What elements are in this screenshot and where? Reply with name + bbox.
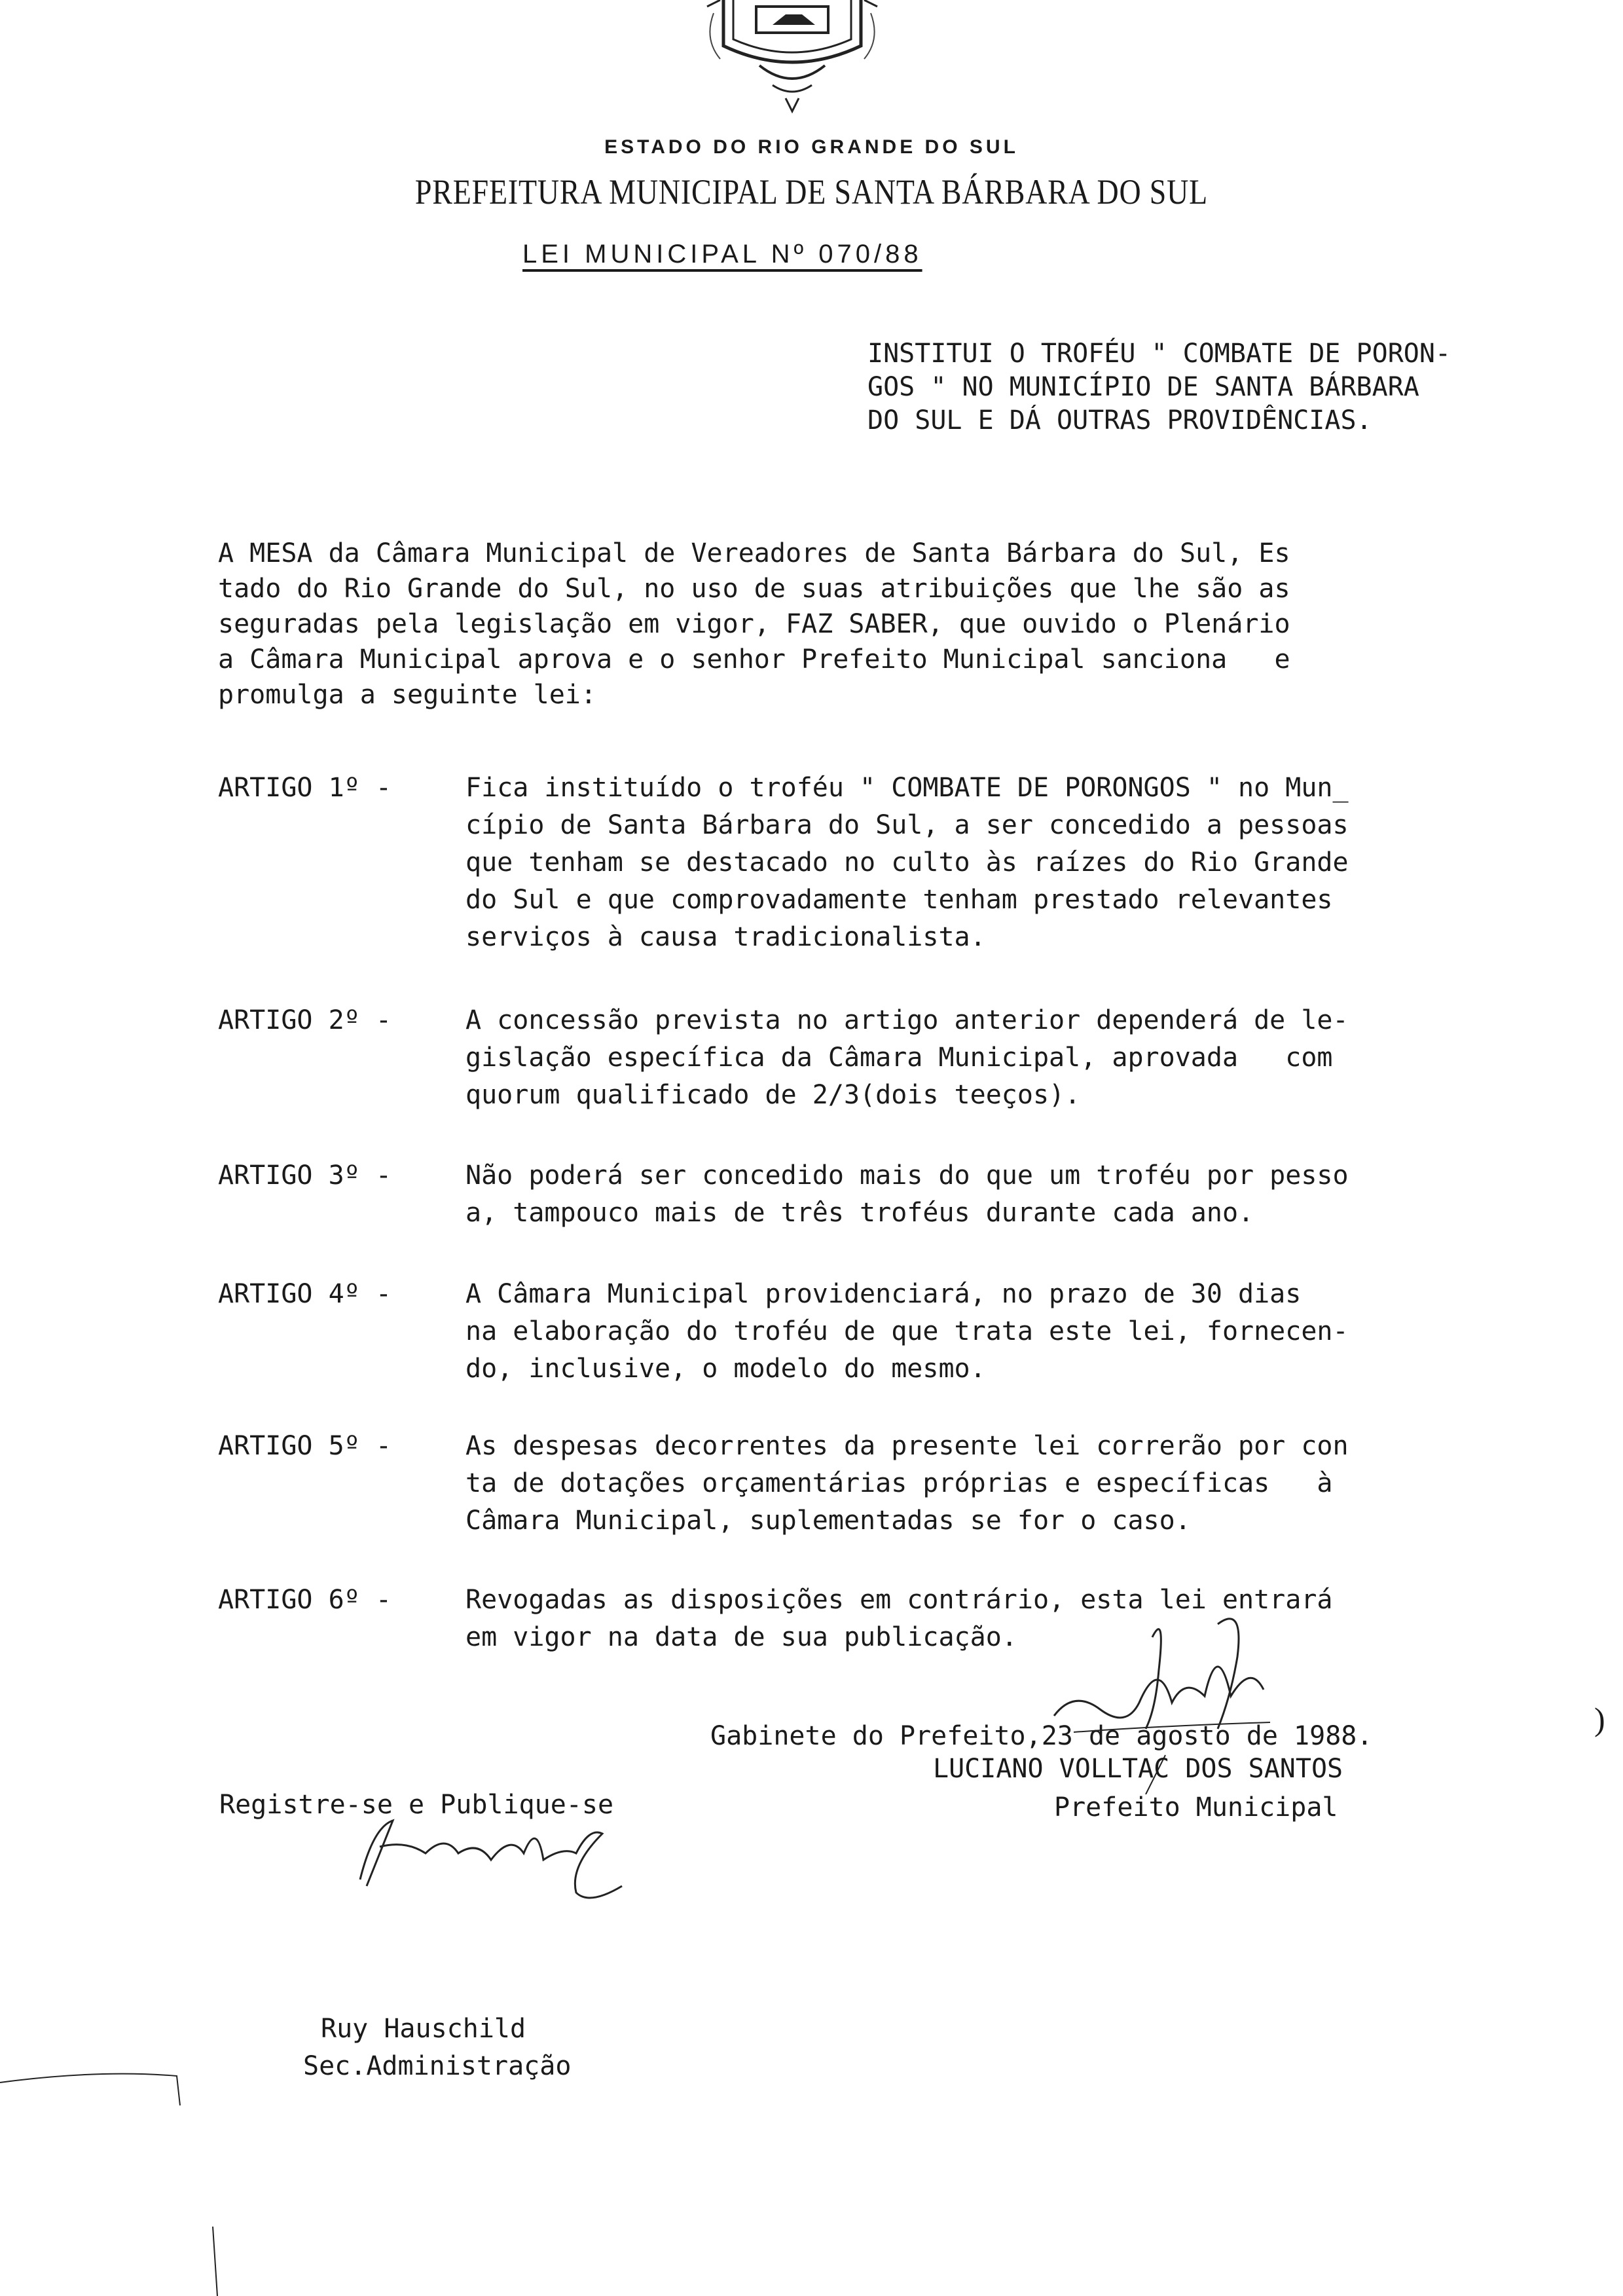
law-summary <box>867 337 1607 468</box>
register-publish: Registre-se e Publique-se <box>219 1790 614 1820</box>
summary-line: GOS " NO MUNICÍPIO DE SANTA BÁRBARA <box>867 372 1419 402</box>
preamble-line: A MESA da Câmara Municipal de Vereadores de Santa Bárbara do Sul, Es <box>218 538 1290 568</box>
secretary-title: Sec.Administração <box>303 2051 572 2081</box>
article-line: A Câmara Municipal providenciará, no prazo de 30 dias <box>465 1279 1302 1309</box>
coat-of-arms-icon <box>694 0 890 118</box>
article-label: ARTIGO 4º - <box>218 1279 392 1309</box>
article-line: A concessão prevista no artigo anterior dependerá de le- <box>465 1005 1349 1035</box>
dateline: Gabinete do Prefeito,23 de agosto de 1988. <box>710 1721 1373 1751</box>
scan-mark-line <box>210 2227 223 2296</box>
article-line: Fica instituído o troféu " COMBATE DE PORONGOS " no Mun_ <box>465 773 1349 803</box>
scan-mark-line <box>0 2056 196 2109</box>
article-2 <box>218 1002 1619 1120</box>
article-line: em vigor na data de sua publicação. <box>465 1622 1017 1652</box>
article-label: ARTIGO 3º - <box>218 1160 392 1191</box>
bracket-mark: ) <box>1594 1701 1605 1737</box>
article-3 <box>218 1157 1619 1236</box>
article-line: ta de dotações orçamentárias próprias e específicas à <box>465 1468 1333 1498</box>
article-label: ARTIGO 2º - <box>218 1005 392 1035</box>
article-line: As despesas decorrentes da presente lei correrão por con <box>465 1431 1349 1461</box>
article-line: que tenham se destacado no culto às raízes do Rio Grande <box>465 847 1349 878</box>
article-line: Câmara Municipal, suplementadas se for o caso. <box>465 1506 1191 1536</box>
article-1 <box>218 769 1619 966</box>
article-label: ARTIGO 5º - <box>218 1431 392 1461</box>
article-line: quorum qualificado de 2/3(dois teeços). <box>465 1080 1081 1110</box>
article-line: na elaboração do troféu de que trata este lei, fornecen- <box>465 1316 1349 1346</box>
secretary-name: Ruy Hauschild <box>321 2014 526 2044</box>
article-line: Revogadas as disposições em contrário, esta lei entrará <box>465 1585 1333 1615</box>
article-line: cípio de Santa Bárbara do Sul, a ser concedido a pessoas <box>465 810 1349 840</box>
preamble <box>218 537 1619 733</box>
preamble-line: seguradas pela legislação em vigor, FAZ SABER, que ouvido o Plenário <box>218 609 1290 639</box>
law-title: LEI MUNICIPAL Nº 070/88 <box>522 240 922 268</box>
article-line: do, inclusive, o modelo do mesmo. <box>465 1354 986 1384</box>
preamble-line: promulga a seguinte lei: <box>218 680 596 710</box>
prefecture-heading: PREFEITURA MUNICIPAL DE SANTA BÁRBARA DO SUL <box>414 172 1209 212</box>
mayor-name: LUCIANO VOLLTAC DOS SANTOS <box>933 1754 1343 1784</box>
preamble-line: a Câmara Municipal aprova e o senhor Prefeito Municipal sanciona e <box>218 644 1290 675</box>
article-line: a, tampouco mais de três troféus durante cada ano. <box>465 1198 1254 1228</box>
preamble-line: tado do Rio Grande do Sul, no uso de suas atribuições que lhe são as <box>218 574 1290 604</box>
article-label: ARTIGO 1º - <box>218 773 392 803</box>
article-5 <box>218 1428 1619 1546</box>
article-line: Não poderá ser concedido mais do que um troféu por pesso <box>465 1160 1349 1191</box>
article-line: do Sul e que comprovadamente tenham prestado relevantes <box>465 885 1333 915</box>
summary-line: INSTITUI O TROFÉU " COMBATE DE PORON- <box>867 339 1451 369</box>
article-4 <box>218 1276 1619 1394</box>
article-line: gislação específica da Câmara Municipal, aprovada com <box>465 1043 1333 1073</box>
state-heading: ESTADO DO RIO GRANDE DO SUL <box>604 136 1019 158</box>
secretary-signature <box>340 1807 655 1906</box>
mayor-title: Prefeito Municipal <box>1054 1792 1338 1823</box>
article-6 <box>218 1582 1619 1660</box>
article-line: serviços à causa tradicionalista. <box>465 922 986 952</box>
summary-line: DO SUL E DÁ OUTRAS PROVIDÊNCIAS. <box>867 405 1372 435</box>
article-label: ARTIGO 6º - <box>218 1585 392 1615</box>
